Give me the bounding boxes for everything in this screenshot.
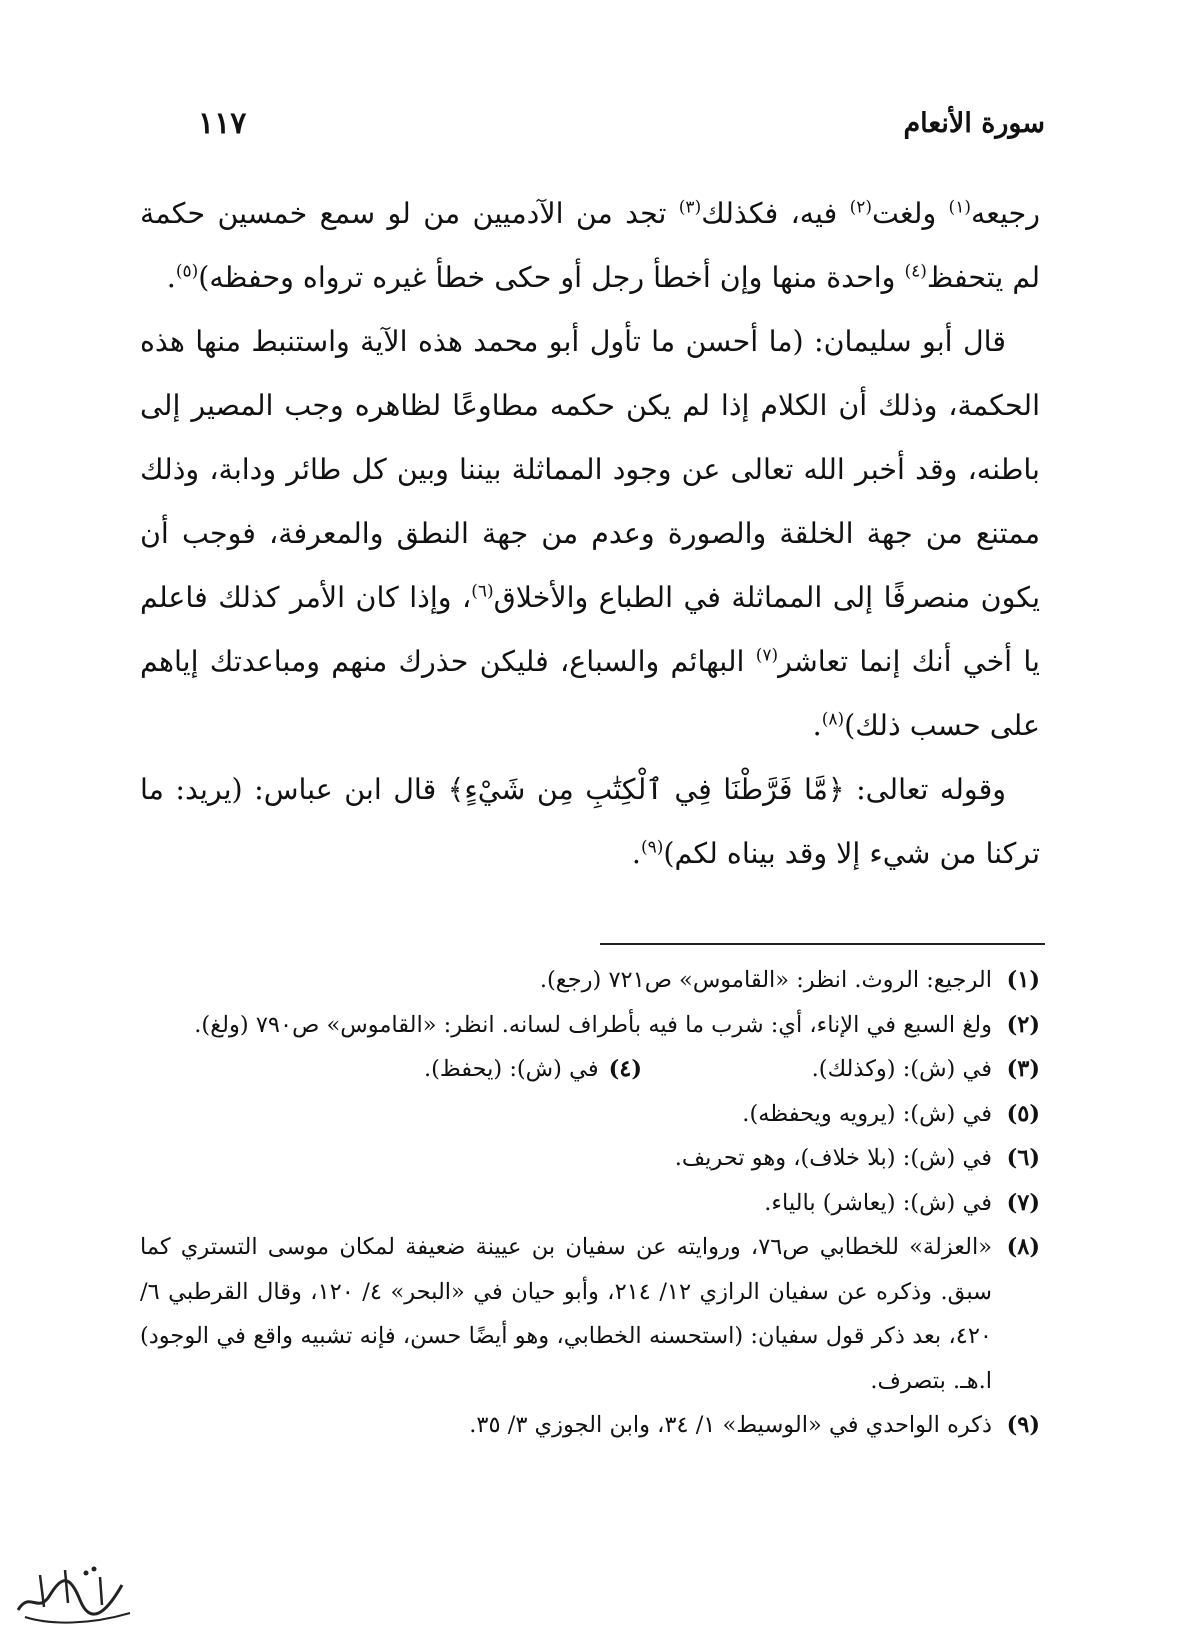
footnote-text: في (ش): (بلا خلاف)، وهو تحريف.: [674, 1145, 992, 1171]
main-text: [140, 182, 1040, 886]
calligraphy-logo-icon: [10, 1555, 140, 1635]
text-run: فيه، فكذلك: [701, 197, 850, 230]
footnote-text: في (ش): (يرويه ويحفظه).: [742, 1100, 992, 1127]
text-run: وقوله تعالى:: [844, 773, 1006, 806]
footnote-number: (٢): [1006, 1011, 1040, 1038]
footnote-text-secondary: [140, 1047, 642, 1092]
text-run: واحدة منها وإن أخطأ رجل أو حكى خطأ غيره ترواه وحفظه): [198, 261, 905, 294]
paragraph-2: [140, 310, 1040, 758]
footnote-ref[interactable]: (٥): [175, 261, 199, 282]
publisher-logo: [10, 1555, 140, 1635]
footnote-number: (٧): [1006, 1189, 1040, 1216]
quran-verse: ﴿مَّا فَرَّطْنَا فِي ٱلْكِتَٰبِ مِن شَيْءٍ﴾: [447, 773, 845, 806]
footnote-ref[interactable]: (٧): [755, 645, 779, 666]
footnote-text: ولغ السبع في الإناء، أي: شرب ما فيه بأطراف لسانه. انظر: «القاموس» ص٧٩٠ (ولغ).: [194, 1011, 992, 1038]
footnote-number: (١): [1006, 967, 1040, 993]
footnote-ref[interactable]: (١): [948, 197, 971, 218]
page-header: [140, 100, 1045, 160]
text-run: ولغت: [872, 197, 949, 230]
footnote-number: (٨): [1006, 1234, 1040, 1260]
footnote-text: «العزلة» للخطابي ص٧٦، وروايته عن سفيان بن عيينة ضعيفة لمكان موسى التستري كما سبق. وذكره عن سفيان الرازي ١٢/ ٢١٤، وأبو حيان في «البحر» ٤/ ١٢٠، وقال القرطبي ٦/ ٤٢٠، بعد ذكر قول سفيان: (استحسنه الخطابي، وهو أيضًا حسن، فإنه تشبيه واقع في الوجود) ا.هـ. بتصرف.: [140, 1234, 993, 1394]
footnote-number: (٦): [1006, 1145, 1040, 1171]
text-run: قال أبو سليمان: (ما أحسن ما تأول أبو محمد هذه الآية واستنبط منها هذه الحكمة، وذلك أن الكلام إذا لم يكن حكمه مطاوعًا لظاهره وجب المصير إلى باطنه، وقد أخبر الله تعالى عن وجود المماثلة بيننا وبين كل طائر ودابة، وذلك ممتنع من جهة الخلقة والصورة وعدم من جهة النطق والمعرفة، فوجب أن يكون منصرفًا إلى المماثلة في الطباع والأخلاق: [140, 325, 1040, 614]
footnote-ref[interactable]: (٨): [821, 709, 845, 730]
paragraph-1: [140, 182, 1040, 310]
footnote-item: [140, 1181, 1040, 1226]
footnote-ref[interactable]: (٤): [904, 261, 927, 282]
footnote-number: (٣): [1006, 1056, 1040, 1082]
footnote-ref[interactable]: (٩): [640, 837, 664, 858]
footnote-divider: [600, 943, 1045, 945]
footnote-ref[interactable]: (٦): [471, 581, 494, 602]
text-run: البهائم والسباع، فليكن حذرك منهم ومباعدتك إياهم على حسب ذلك): [140, 645, 1040, 742]
text-run: تجد من الآدميين من لو سمع خمسين حكمة لم يتحفظ: [140, 197, 1040, 294]
footnote-ref[interactable]: (٣): [678, 197, 702, 218]
surah-title: سورة الأنعام: [903, 108, 1045, 139]
footnote-text: ذكره الواحدي في «الوسيط» ١/ ٣٤، وابن الجوزي ٣/ ٣٥.: [469, 1412, 992, 1438]
footnote-text: في (ش): (وكذلك).: [811, 1056, 992, 1082]
footnote-item: [140, 1003, 1040, 1048]
footnote-item: [140, 1403, 1040, 1448]
text-run: .: [166, 261, 176, 294]
page-number: ١١٧: [198, 106, 247, 141]
footnote-text: في (ش): (يحفظ).: [423, 1056, 599, 1082]
paragraph-3: [140, 758, 1040, 886]
footnote-number: (٤): [608, 1056, 642, 1082]
footnote-item: [140, 1136, 1040, 1181]
footnote-item: [140, 958, 1040, 1003]
footnote-item: [140, 1092, 1040, 1137]
footnote-number: (٥): [1006, 1100, 1040, 1127]
footnotes: [140, 958, 1040, 1448]
footnote-text: في (ش): (يعاشر) بالياء.: [764, 1189, 992, 1216]
footnote-text: الرجيع: الروث. انظر: «القاموس» ص٧٢١ (رجع).: [539, 967, 992, 993]
text-run: .: [631, 837, 641, 870]
text-run: .: [812, 709, 822, 742]
text-run: ، وإذا كان الأمر كذلك فاعلم يا أخي أنك إنما تعاشر: [140, 581, 1040, 678]
footnote-item: [140, 1047, 1040, 1092]
footnote-number: (٩): [1006, 1412, 1040, 1438]
footnote-item: [140, 1225, 1040, 1403]
footnote-ref[interactable]: (٢): [849, 197, 873, 218]
text-run: رجيعه: [970, 197, 1040, 230]
text-run: قال ابن عباس: (يريد: ما تركنا من شيء إلا وقد بيناه لكم): [140, 773, 1040, 870]
